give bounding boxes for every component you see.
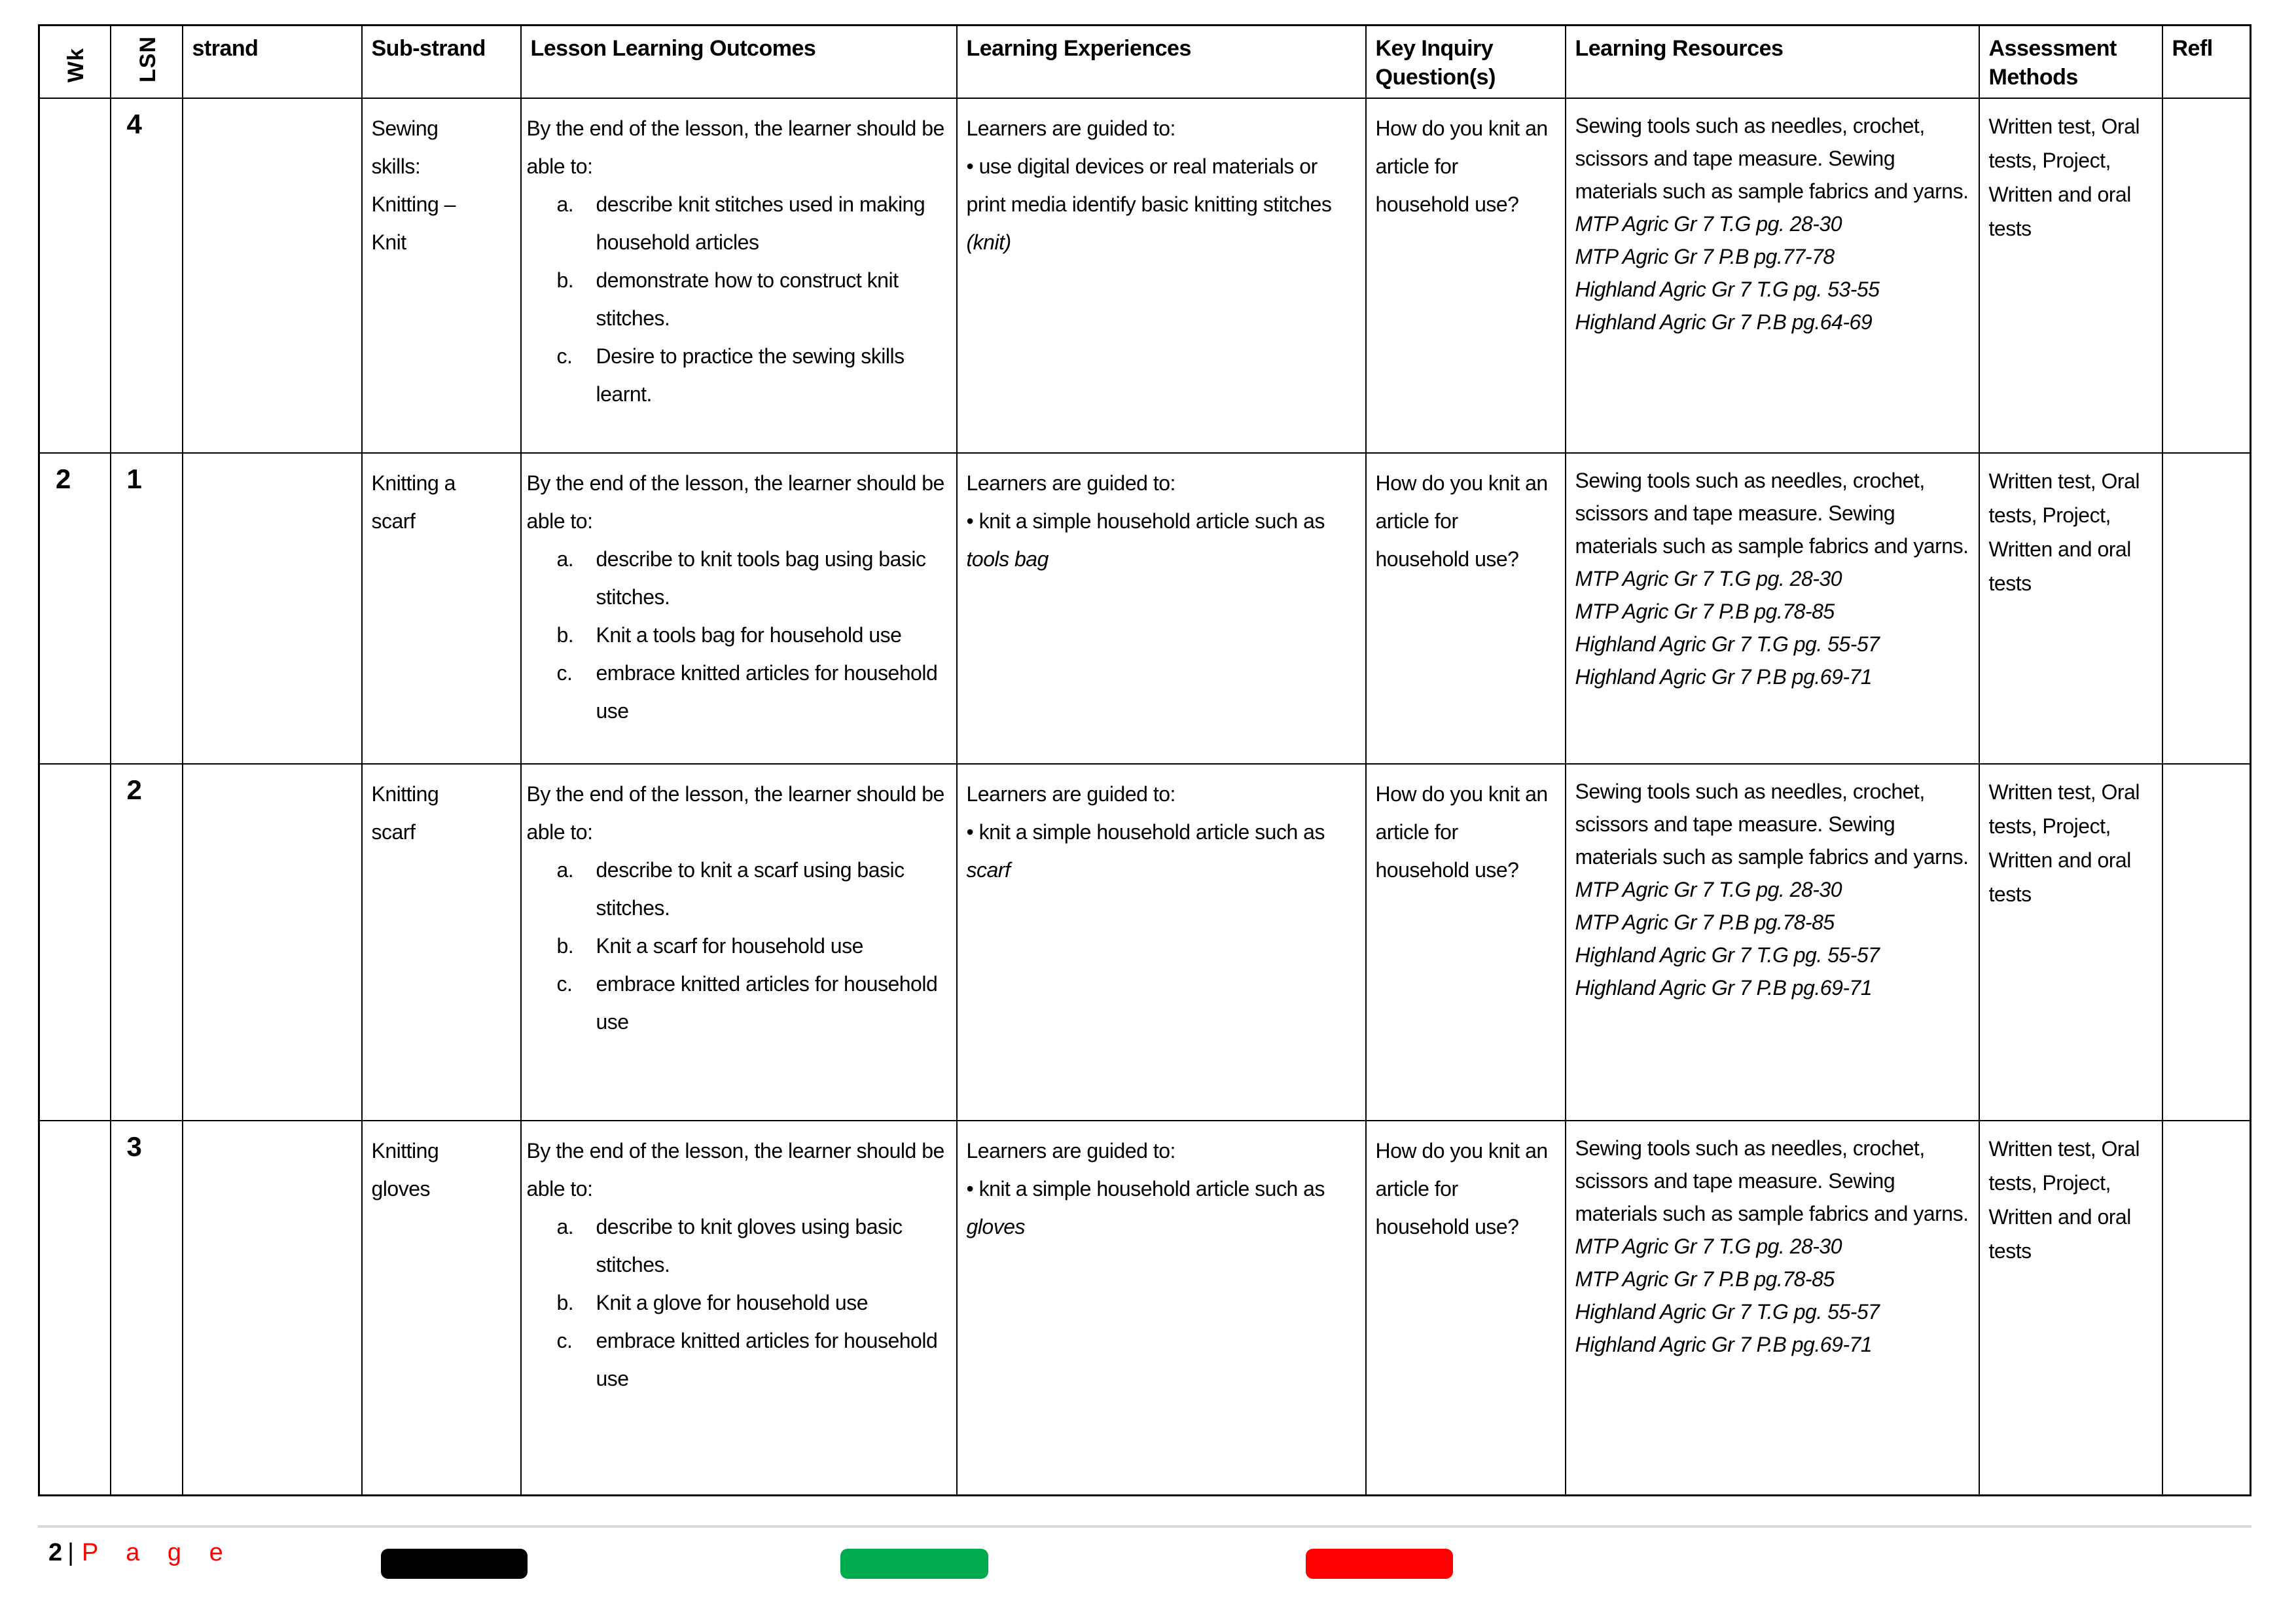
wk-cell: 2 (39, 453, 111, 764)
resource-citation: MTP Agric Gr 7 P.B pg.78-85 (1575, 910, 1835, 934)
assessment-cell: Written test, Oral tests, Project, Written and oral tests (1979, 98, 2162, 453)
lsn-cell: 4 (111, 98, 183, 453)
assessment-cell: Written test, Oral tests, Project, Written and oral tests (1979, 453, 2162, 764)
outcomes-intro: By the end of the lesson, the learner should be able to: (526, 1138, 944, 1200)
experiences-cell (957, 1121, 1366, 1496)
experiences-cell (957, 453, 1366, 764)
sub-strand-cell (362, 1121, 521, 1496)
outcome-item: a. describe to knit gloves using basic stitches. (556, 1214, 903, 1276)
resources-text: Sewing tools such as needles, crochet, scissors and tape measure. Sewing materials such as sample fabrics and yarns. (1575, 113, 1969, 203)
column-header-strand: strand (183, 26, 362, 98)
table-row (39, 1121, 2251, 1496)
outcome-item: a. describe knit stitches used in making household articles (556, 192, 925, 254)
sub-strand-text: Knitting gloves (371, 1138, 439, 1200)
refl-cell (2162, 453, 2251, 764)
strand-cell (183, 453, 362, 764)
key-inquiry-cell: How do you knit an article for household use? (1366, 1121, 1566, 1496)
resource-citation: Highland Agric Gr 7 P.B pg.69-71 (1575, 664, 1873, 689)
outcome-item: c. embrace knitted articles for household use (556, 660, 938, 723)
outcome-item: c. embrace knitted articles for household use (556, 1328, 938, 1390)
lsn-cell: 3 (111, 1121, 183, 1496)
wk-cell (39, 1121, 111, 1496)
outcome-item: a. describe to knit tools bag using basic stitches. (556, 547, 926, 609)
resource-citation: MTP Agric Gr 7 T.G pg. 28-30 (1575, 877, 1842, 901)
column-header-kiq: Key Inquiry Question(s) (1366, 26, 1566, 98)
outcomes-cell (521, 98, 957, 453)
resource-citation: Highland Agric Gr 7 P.B pg.64-69 (1575, 310, 1873, 334)
strand-cell (183, 1121, 362, 1496)
footer-divider (38, 1525, 2251, 1528)
sub-strand-cell (362, 764, 521, 1121)
refl-cell (2162, 764, 2251, 1121)
sub-strand-text: Sewing skills: Knitting – Knit (371, 116, 456, 254)
resource-citation: MTP Agric Gr 7 T.G pg. 28-30 (1575, 211, 1842, 236)
page-number: 2 (48, 1539, 63, 1566)
bullet-glyph: • (966, 820, 974, 844)
key-inquiry-cell: How do you knit an article for household use? (1366, 98, 1566, 453)
column-header-experiences: Learning Experiences (957, 26, 1366, 98)
resource-citation: MTP Agric Gr 7 T.G pg. 28-30 (1575, 1234, 1842, 1258)
outcome-item: c. Desire to practice the sewing skills learnt. (556, 344, 905, 406)
key-inquiry-cell: How do you knit an article for household use? (1366, 453, 1566, 764)
outcomes-cell (521, 764, 957, 1121)
outcomes-cell (521, 1121, 957, 1496)
experience-bullet: • knit a simple household article such as scarf (966, 820, 1325, 882)
resource-citation: MTP Agric Gr 7 P.B pg.78-85 (1575, 599, 1835, 623)
sub-strand-cell (362, 453, 521, 764)
column-header-wk (39, 26, 111, 98)
resources-text: Sewing tools such as needles, crochet, scissors and tape measure. Sewing materials such as sample fabrics and yarns. (1575, 468, 1969, 558)
resource-citation: Highland Agric Gr 7 T.G pg. 53-55 (1575, 277, 1880, 301)
experiences-cell (957, 98, 1366, 453)
resources-cell (1566, 1121, 1979, 1496)
column-header-sub-strand: Sub-strand (362, 26, 521, 98)
redaction-bar-green (840, 1549, 988, 1579)
outcome-item: a. describe to knit a scarf using basic stitches. (556, 857, 905, 920)
outcomes-cell (521, 453, 957, 764)
experiences-intro: Learners are guided to: (966, 471, 1175, 495)
experience-bullet: • knit a simple household article such as tools bag (966, 509, 1325, 571)
lsn-cell: 1 (111, 453, 183, 764)
outcome-item: b. Knit a glove for household use (556, 1290, 869, 1314)
resources-cell (1566, 98, 1979, 453)
resources-cell (1566, 453, 1979, 764)
experience-bullet: • knit a simple household article such as gloves (966, 1176, 1325, 1238)
refl-cell (2162, 98, 2251, 453)
scheme-of-work-table (38, 24, 2251, 1496)
sub-strand-text: Knitting a scarf (371, 471, 456, 533)
wk-cell (39, 98, 111, 453)
page-footer (48, 1538, 234, 1567)
wk-header-label: Wk (63, 47, 89, 82)
resource-citation: Highland Agric Gr 7 P.B pg.69-71 (1575, 1332, 1873, 1356)
resource-citation: MTP Agric Gr 7 P.B pg.77-78 (1575, 244, 1835, 268)
outcome-item: c. embrace knitted articles for household use (556, 971, 938, 1034)
resource-citation: MTP Agric Gr 7 T.G pg. 28-30 (1575, 566, 1842, 590)
assessment-cell: Written test, Oral tests, Project, Written and oral tests (1979, 1121, 2162, 1496)
outcomes-intro: By the end of the lesson, the learner should be able to: (526, 471, 944, 533)
resource-citation: MTP Agric Gr 7 P.B pg.78-85 (1575, 1267, 1835, 1291)
refl-cell (2162, 1121, 2251, 1496)
strand-cell (183, 98, 362, 453)
strand-cell (183, 764, 362, 1121)
resources-text: Sewing tools such as needles, crochet, scissors and tape measure. Sewing materials such as sample fabrics and yarns. (1575, 779, 1969, 869)
page-separator: | (67, 1539, 75, 1566)
sub-strand-text: Knitting scarf (371, 782, 439, 844)
resource-citation: Highland Agric Gr 7 T.G pg. 55-57 (1575, 1299, 1880, 1324)
resources-cell (1566, 764, 1979, 1121)
lsn-header-label: LSN (135, 35, 160, 82)
redaction-bar-black (381, 1549, 528, 1579)
column-header-refl: Refl (2162, 26, 2251, 98)
bullet-glyph: • (966, 1176, 974, 1200)
resources-text: Sewing tools such as needles, crochet, scissors and tape measure. Sewing materials such as sample fabrics and yarns. (1575, 1136, 1969, 1225)
outcome-item: b. Knit a scarf for household use (556, 933, 863, 958)
column-header-outcomes: Lesson Learning Outcomes (521, 26, 957, 98)
table-row (39, 764, 2251, 1121)
table-row (39, 453, 2251, 764)
experiences-cell (957, 764, 1366, 1121)
table-row (39, 98, 2251, 453)
redaction-bar-red (1306, 1549, 1453, 1579)
experience-bullet: • use digital devices or real materials or print media identify basic knitting stitches (knit) (966, 154, 1332, 254)
outcomes-intro: By the end of the lesson, the learner should be able to: (526, 782, 944, 844)
experiences-intro: Learners are guided to: (966, 116, 1175, 140)
assessment-cell: Written test, Oral tests, Project, Written and oral tests (1979, 764, 2162, 1121)
sub-strand-cell (362, 98, 521, 453)
bullet-glyph: • (966, 154, 974, 178)
key-inquiry-cell: How do you knit an article for household use? (1366, 764, 1566, 1121)
outcome-item: b. demonstrate how to construct knit stitches. (556, 268, 899, 330)
column-header-assessment: Assessment Methods (1979, 26, 2162, 98)
resource-citation: Highland Agric Gr 7 P.B pg.69-71 (1575, 975, 1873, 1000)
resource-citation: Highland Agric Gr 7 T.G pg. 55-57 (1575, 632, 1880, 656)
header-row (39, 26, 2251, 98)
column-header-resources: Learning Resources (1566, 26, 1979, 98)
outcome-item: b. Knit a tools bag for household use (556, 623, 902, 647)
outcomes-intro: By the end of the lesson, the learner should be able to: (526, 116, 944, 178)
bullet-glyph: • (966, 509, 974, 533)
lsn-cell: 2 (111, 764, 183, 1121)
column-header-lsn (111, 26, 183, 98)
experiences-intro: Learners are guided to: (966, 782, 1175, 806)
experiences-intro: Learners are guided to: (966, 1138, 1175, 1163)
page-label: P a g e (82, 1539, 234, 1566)
resource-citation: Highland Agric Gr 7 T.G pg. 55-57 (1575, 943, 1880, 967)
wk-cell (39, 764, 111, 1121)
